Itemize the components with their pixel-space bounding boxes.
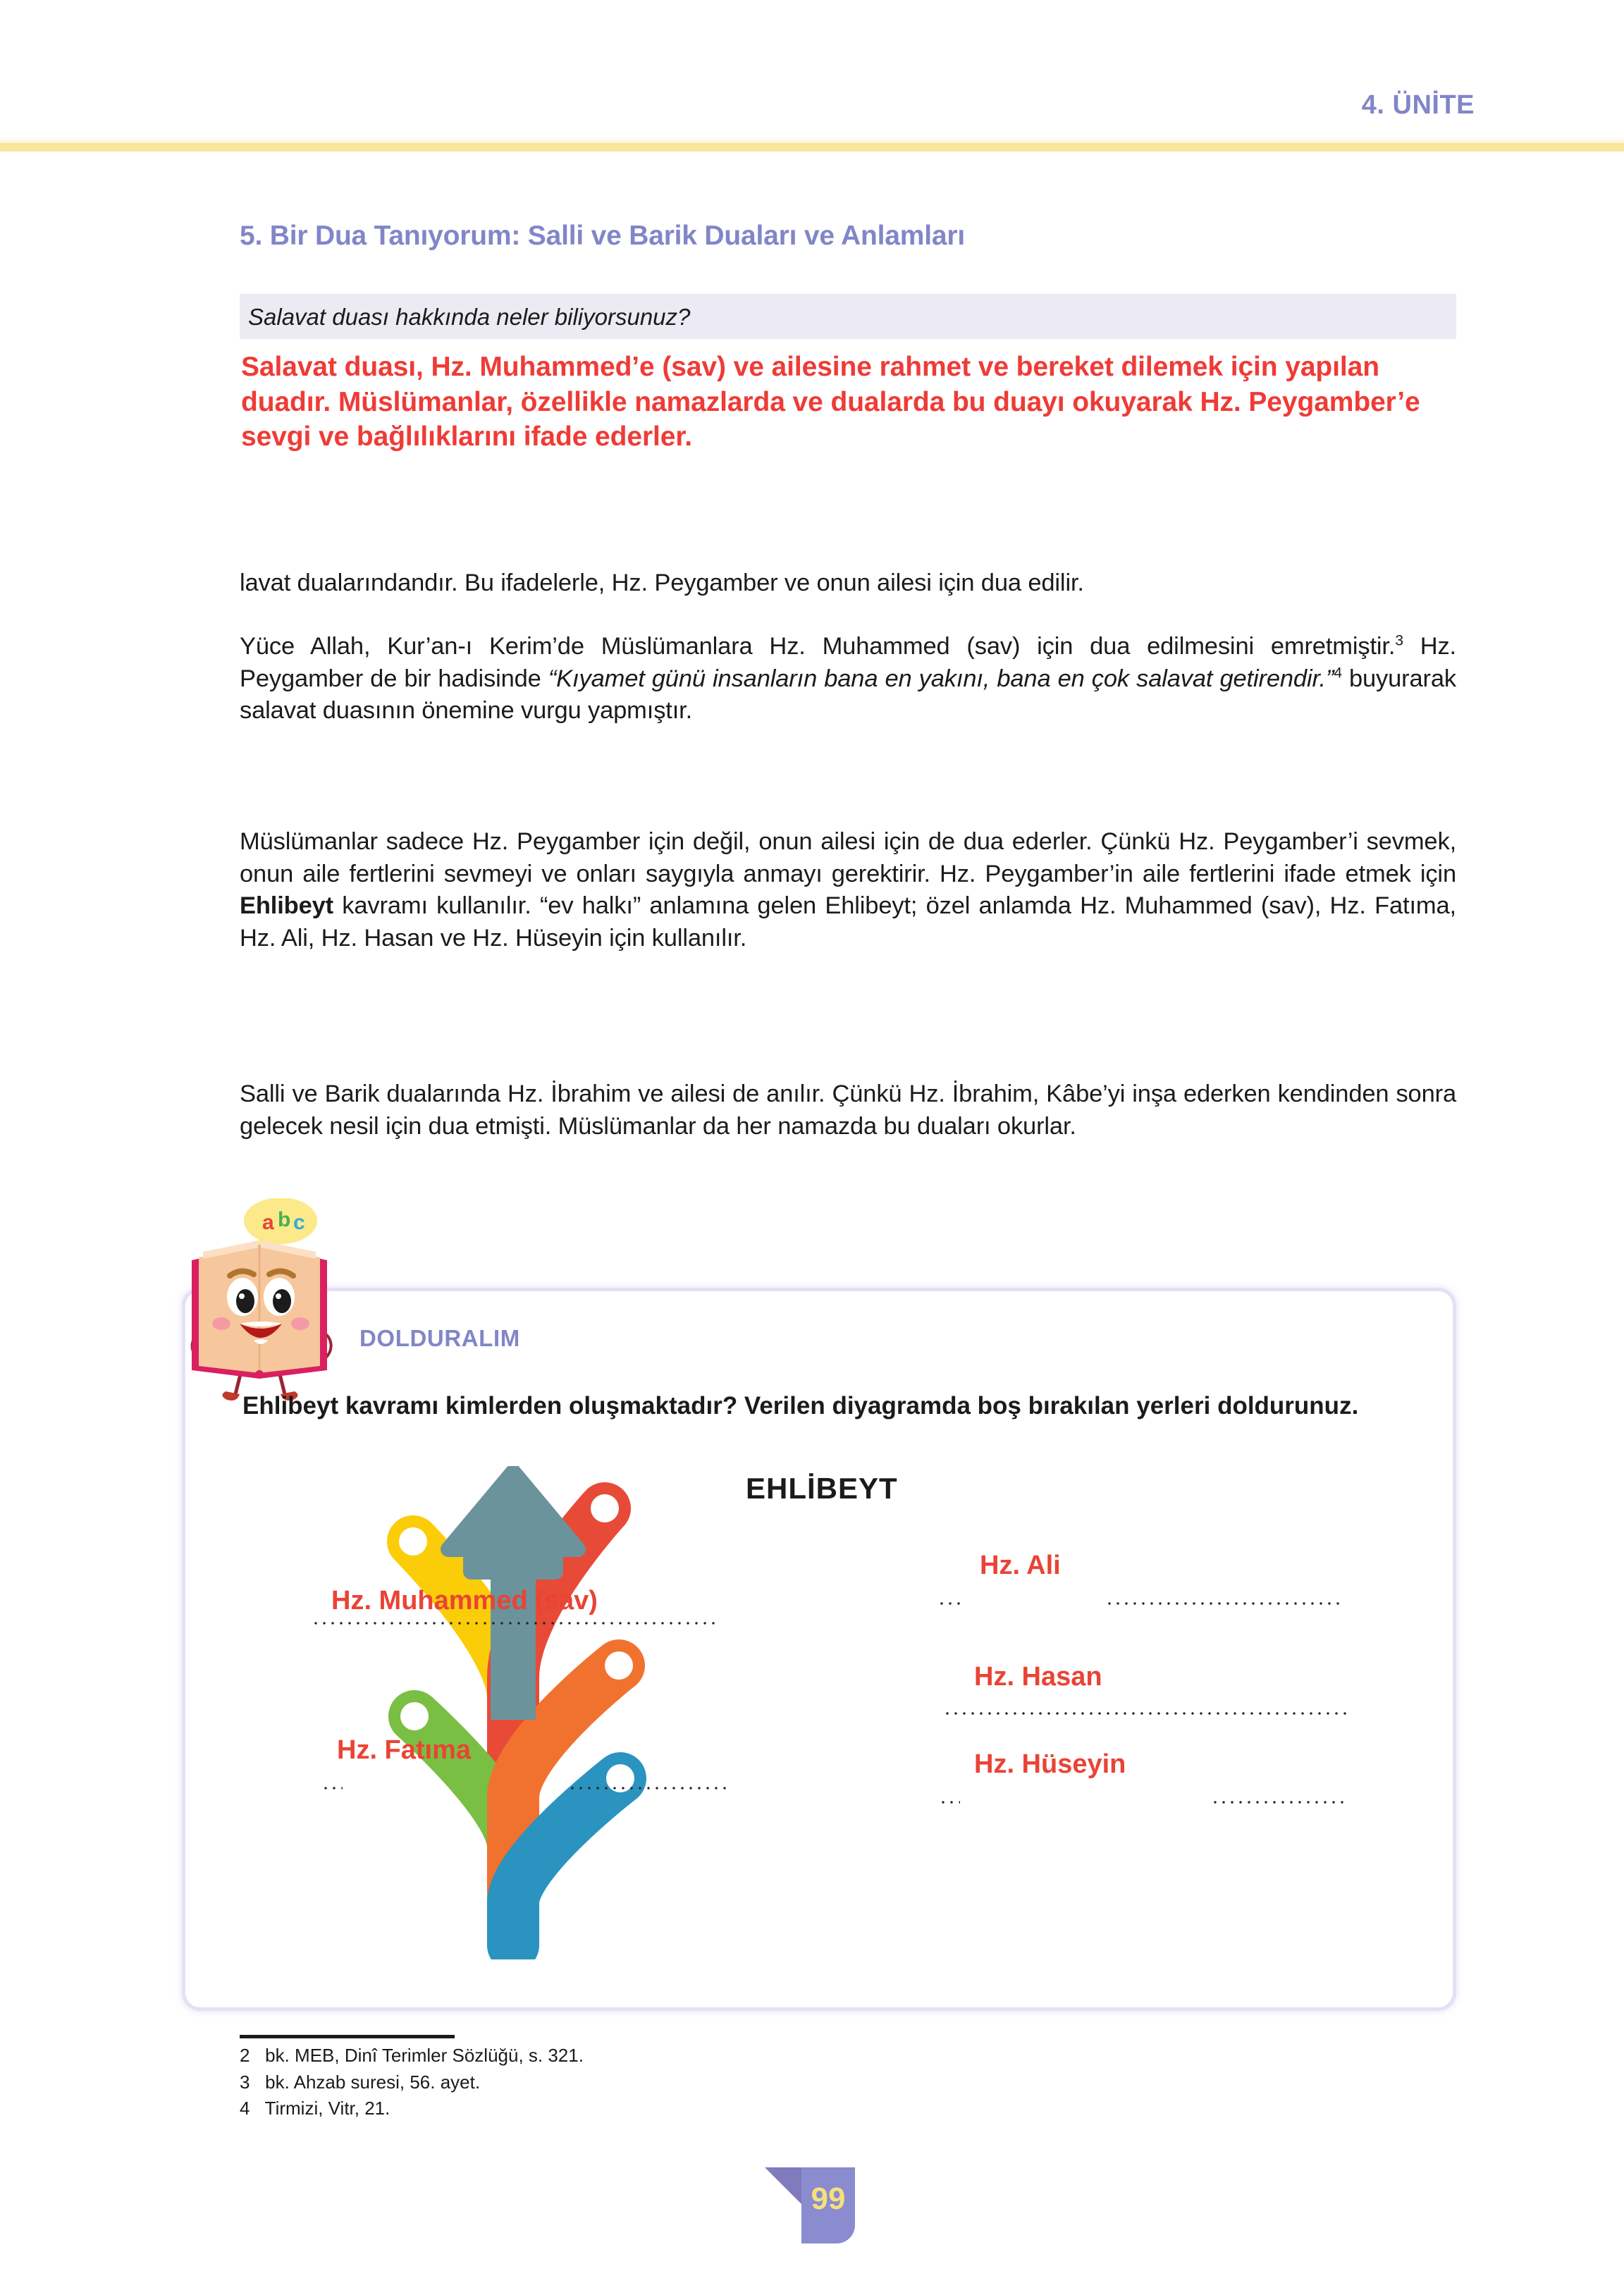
- footnote-3: 3 bk. Ahzab suresi, 56. ayet.: [240, 2071, 481, 2093]
- svg-text:a: a: [262, 1211, 274, 1234]
- diagram-label-huseyin: Hz. Hüseyin: [974, 1749, 1126, 1779]
- answer-line-huseyin-b[interactable]: [1211, 1800, 1345, 1804]
- unit-label: 4. ÜNİTE: [1361, 90, 1475, 120]
- footnote-2: 2 bk. MEB, Dinî Terimler Sözlüğü, s. 321.: [240, 2045, 584, 2066]
- footnote-4: 4 Tirmizi, Vitr, 21.: [240, 2098, 390, 2119]
- header-rule-fade: [0, 137, 1624, 143]
- paragraph-3: [240, 826, 1456, 954]
- prompt-text: Salavat duası hakkında neler biliyorsunuz?: [248, 304, 691, 330]
- paragraph-2: [240, 631, 1456, 727]
- activity-title: DOLDURALIM: [359, 1325, 520, 1351]
- p3-text-b: kavramı kullanılır. “ev halkı” anlamına gelen Ehlibeyt; özel anlamda Hz. Muhammed (sav), Hz. Fatıma, Hz. Ali, Hz. Hasan ve Hz. Hüseyin için kullanılır.: [240, 892, 1456, 952]
- activity-question: Ehlibeyt kavramı kimlerden oluşmaktadır? Verilen diyagramda boş bırakılan yerleri doldurunuz.: [242, 1392, 1359, 1420]
- red-annotation-note: Salavat duası, Hz. Muhammed’e (sav) ve ailesine rahmet ve bereket dilemek için yapılan duadır. Müslümanlar, özellikle namazlarda ve dualarda bu duayı okuyarak Hz. Peygamber’e sevgi ve bağlılıklarını ifade ederler.: [241, 350, 1460, 455]
- p2-text-c: buyurarak salavat duasının önemine vurgu yapmıştır.: [240, 665, 1457, 725]
- p2-text-a: Yüce Allah, Kur’an-ı Kerim’de Müslümanlara Hz. Muhammed (sav) için dua edilmesini emretmiştir.: [240, 633, 1396, 660]
- answer-line-muhammed[interactable]: [312, 1621, 718, 1625]
- answer-line-ali-b[interactable]: [1105, 1601, 1345, 1606]
- footnote-divider: [240, 2035, 455, 2038]
- p2-hadith-quote: “Kıyamet günü insanların bana en yakını, bana en çok salavat getirendir.”: [548, 665, 1334, 692]
- answer-line-huseyin-a[interactable]: [939, 1800, 960, 1804]
- prompt-box: [240, 294, 1456, 339]
- footnotes: [240, 2043, 584, 2122]
- answer-line-hasan[interactable]: [943, 1711, 1346, 1716]
- page-number-badge: [765, 2167, 855, 2243]
- footnote-ref-3: 3: [1395, 632, 1403, 649]
- paragraph-4: Salli ve Barik dualarında Hz. İbrahim ve ailesi de anılır. Çünkü Hz. İbrahim, Kâbe’yi inşa ederken kendinden sonra gelecek nesil için dua etmişti. Müslümanlar da her namazda bu duaları okurlar.: [240, 1081, 1456, 1140]
- answer-line-ali-a[interactable]: [937, 1601, 961, 1606]
- answer-line-fatima-b[interactable]: [568, 1786, 730, 1790]
- p2-text-b: Hz. Peygamber de bir hadisinde: [240, 633, 1456, 692]
- diagram-label-muhammed: Hz. Muhammed (sav): [331, 1586, 598, 1615]
- svg-text:c: c: [293, 1211, 305, 1234]
- svg-text:b: b: [278, 1208, 291, 1231]
- answer-line-fatima-a[interactable]: [321, 1786, 343, 1790]
- page-badge-flap: [765, 2167, 801, 2204]
- diagram-label-fatima: Hz. Fatıma: [337, 1735, 472, 1765]
- paragraph-continuation: lavat dualarındandır. Bu ifadelerle, Hz. Peygamber ve onun ailesi için dua edilir.: [240, 570, 1084, 596]
- header-rule: [0, 143, 1624, 152]
- open-book-mascot-icon: [175, 1198, 344, 1403]
- p3-text-a: Müslümanlar sadece Hz. Peygamber için değil, onun ailesi için de dua ederler. Çünkü Hz. Peygamber’i sevmek, onun aile fertlerini sevmeyi ve onları saygıyla anmayı gerektirir. Hz. Peygamber’in aile fertlerini ifade etmek için: [240, 828, 1456, 887]
- diagram-label-ali: Hz. Ali: [980, 1551, 1061, 1580]
- page-number: 99: [811, 2181, 846, 2216]
- footnote-ref-4: 4: [1334, 665, 1342, 682]
- diagram-title: EHLİBEYT: [746, 1472, 898, 1505]
- page-title: 5. Bir Dua Tanıyorum: Salli ve Barik Duaları ve Anlamları: [240, 221, 965, 251]
- diagram-label-hasan: Hz. Hasan: [974, 1662, 1102, 1692]
- term-ehlibeyt: Ehlibeyt: [240, 892, 333, 920]
